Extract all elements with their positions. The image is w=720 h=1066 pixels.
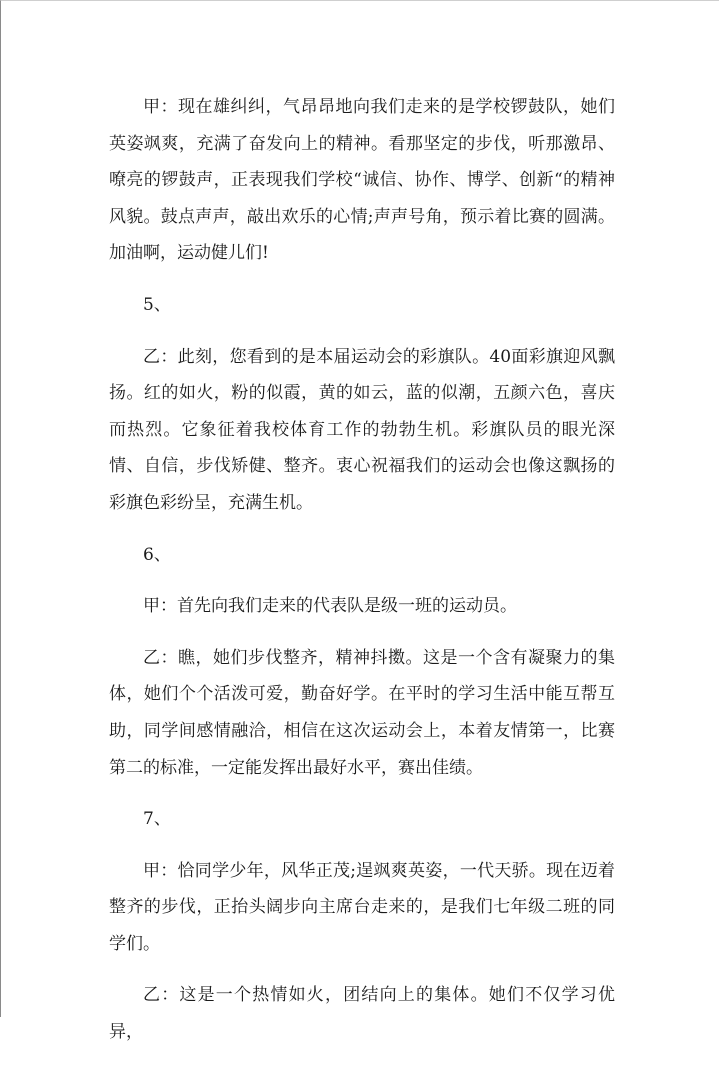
section-number-6: 6、 — [143, 544, 171, 565]
paragraph-jia-drum-team: 甲：现在雄纠纠，气昂昂地向我们走来的是学校锣鼓队，她们英姿飒爽，充满了奋发向上的精神。看那坚定的步伐，听那激昂、嘹亮的锣鼓声，正表现我们学校“诚信、协作、博学、创新“的精神风貌。鼓点声声，敲出欢乐的心情;声声号角，预示着比赛的圆满。加油啊，运动健儿们! — [109, 97, 615, 264]
paragraph-jia-class-two: 甲：恰同学少年，风华正茂;逞飒爽英姿，一代天骄。现在迈着整齐的步伐，正抬头阔步向主席台走来的，是我们七年级二班的同学们。 — [109, 860, 615, 954]
document-body — [109, 89, 615, 1066]
section-number-7: 7、 — [143, 809, 171, 830]
paragraph-yi-flag-team: 乙：此刻，您看到的是本届运动会的彩旗队。40面彩旗迎风飘扬。红的如火，粉的似霞，黄的如云，蓝的似潮，五颜六色，喜庆而热烈。它象征着我校体育工作的勃勃生机。彩旗队员的眼光深情、自信，步伐矫健、整齐。衷心祝福我们的运动会也像这飘扬的彩旗色彩纷呈，充满生机。 — [109, 346, 615, 513]
paragraph-jia-first-team: 甲：首先向我们走来的代表队是级一班的运动员。 — [143, 596, 517, 617]
paragraph-yi-class-one: 乙：瞧，她们步伐整齐，精神抖擞。这是一个含有凝聚力的集体，她们个个活泼可爱，勤奋好学。在平时的学习生活中能互帮互助，同学间感情融洽，相信在这次运动会上，本着友情第一，比赛第二的标准，一定能发挥出最好水平，赛出佳绩。 — [109, 647, 615, 778]
section-number-5: 5、 — [143, 294, 171, 315]
paragraph-yi-united-class: 乙：这是一个热情如火，团结向上的集体。她们不仅学习优异， — [109, 985, 615, 1043]
